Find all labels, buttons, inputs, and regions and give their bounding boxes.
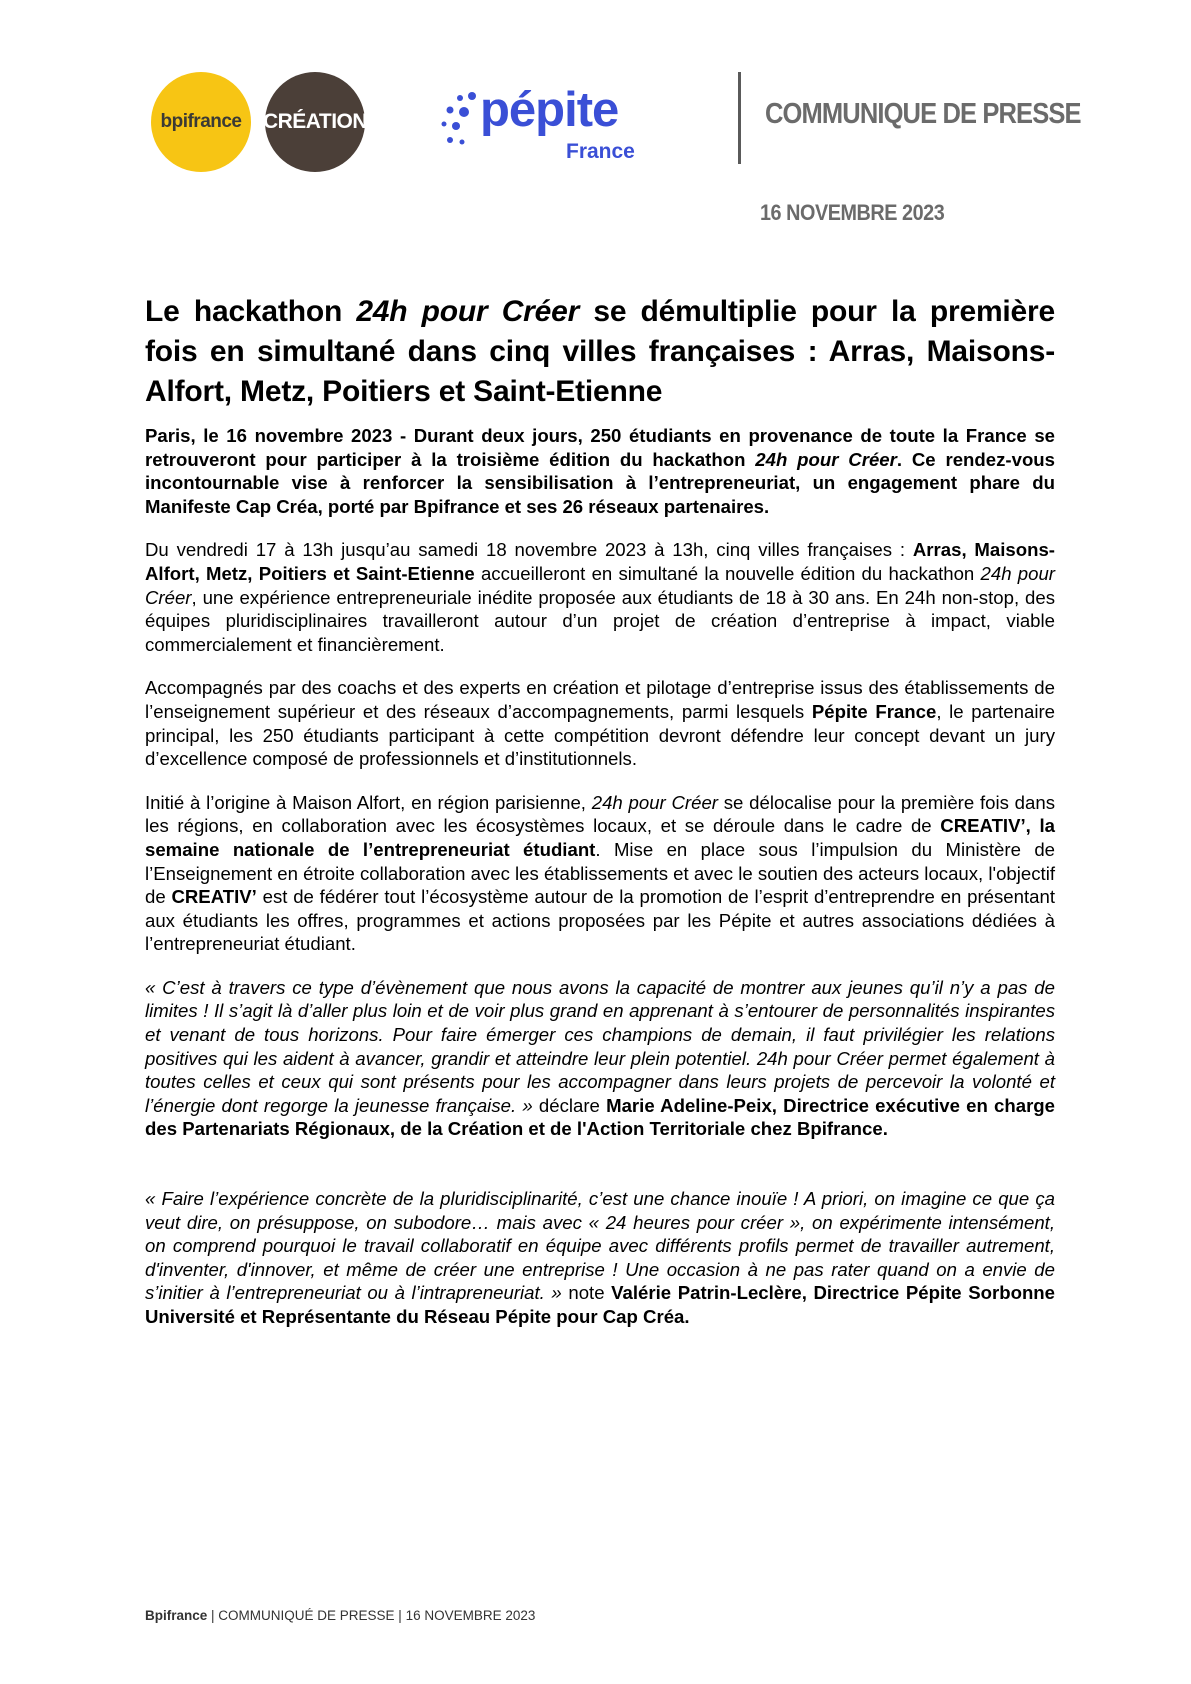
press-release-title: COMMUNIQUE DE PRESSE bbox=[765, 98, 1081, 130]
paragraph-dates: Du vendredi 17 à 13h jusqu’au samedi 18 novembre 2023 à 13h, cinq villes françaises : Arras, Maisons-Alfort, Metz, Poitiers et Saint-Etienne accueilleront en simultané la nouvelle édition du hackathon 24h pour Créer, une expérience entrepreneuriale inédite proposée aux étudiants de 18 à 30 ans. En 24h non-stop, des équipes pluridisciplinaires travailleront autour d’un projet de création d’entreprise à impact, viable commercialement et financièrement. bbox=[145, 539, 1055, 655]
bpifrance-logo-text: bpifrance bbox=[160, 111, 242, 132]
pepite-logo-subtitle: France bbox=[566, 140, 635, 163]
quote-valerie-patrin-leclere: « Faire l’expérience concrète de la pluridisciplinarité, c’est une chance inouïe ! A priori, on imagine ce que ça veut dire, on présuppose, on subodore… mais avec « 24 heures pour créer », on expérimente intensément, on comprend pourquoi le travail collaboratif en équipe avec différents profils permet de travailler autrement, d'inventer, d'innover, et même de créer une entreprise ! Une occasion à ne pas rater quand on a envie de s’initier à l’entrepreneuriat ou à l’intrapreneuriat. » note Valérie Patrin-Leclère, Directrice Pépite Sorbonne Université et Représentante du Réseau Pépite pour Cap Créa. bbox=[145, 1188, 1055, 1327]
quote-marie-adeline-peix: « C’est à travers ce type d’évènement que nous avons la capacité de montrer aux jeunes qu’il n’y a pas de limites ! Il s’agit là d’aller plus loin et de voir plus grand en apprenant à s’entourer de personnalités inspirantes et venant de tous horizons. Pour faire émerger ces champions de demain, il faut privilégier les relations positives qui les aident à avancer, grandir et atteindre leur plein potentiel. 24h pour Créer permet également à toutes celles et ceux qui sont présents pour les accompagner dans leurs projets de percevoir la volonté et l’énergie dont regorge la jeunesse française. » déclare Marie Adeline-Peix, Directrice exécutive en charge des Partenariats Régionaux, de la Création et de l'Action Territoriale chez Bpifrance. bbox=[145, 976, 1056, 1140]
headline: Le hackathon 24h pour Créer se démultiplie pour la première fois en simultané dans cinq villes françaises : Arras, Maisons-Alfort, Metz, Poitiers et Saint-Etienne bbox=[145, 295, 1055, 408]
article-body bbox=[145, 292, 1055, 1349]
footer-brand: Bpifrance bbox=[145, 1608, 208, 1623]
header-divider bbox=[738, 72, 741, 164]
page-footer bbox=[145, 1608, 535, 1623]
creation-logo-text: CRÉATION bbox=[262, 110, 368, 133]
lead-paragraph: Paris, le 16 novembre 2023 - Durant deux jours, 250 étudiants en provenance de toute la France se retrouveront pour participer à la troisième édition du hackathon 24h pour Créer. Ce rendez-vous incontournable vise à renforcer la sensibilisation à l’entrepreneuriat, un engagement phare du Manifeste Cap Créa, porté par Bpifrance et ses 26 réseaux partenaires. bbox=[145, 425, 1055, 517]
spacer bbox=[145, 1161, 1055, 1187]
creation-logo bbox=[262, 72, 368, 172]
footer-text: | COMMUNIQUÉ DE PRESSE | 16 NOVEMBRE 2023 bbox=[207, 1608, 536, 1623]
pepite-france-logo bbox=[440, 84, 650, 170]
paragraph-coaching: Accompagnés par des coachs et des experts en création et pilotage d’entreprise issus des établissements de l’enseignement supérieur et des réseaux d’accompagnements, parmi lesquels Pépite France, le partenaire principal, les 250 étudiants participant à cette compétition devront défendre leur concept devant un jury d’excellence composé de professionnels et d’institutionnels. bbox=[145, 677, 1055, 770]
bpifrance-logo bbox=[151, 72, 251, 172]
press-release-date: 16 NOVEMBRE 2023 bbox=[760, 200, 945, 225]
paragraph-origin: Initié à l’origine à Maison Alfort, en région parisienne, 24h pour Créer se délocalise pour la première fois dans les régions, en collaboration avec les écosystèmes locaux, et se déroule dans le cadre de CREATIV’, la semaine nationale de l’entrepreneuriat étudiant. Mise en place sous l’impulsion du Ministère de l’Enseignement en étroite collaboration avec les établissements et avec le soutien des acteurs locaux, l'objectif de CREATIV’ est de fédérer tout l’écosystème autour de la promotion de l’esprit d’entreprendre en présentant aux étudiants les offres, programmes et actions proposées par les Pépite et autres associations dédiées à l’entrepreneuriat étudiant. bbox=[145, 791, 1055, 955]
pepite-logo-word: pépite bbox=[480, 83, 619, 137]
